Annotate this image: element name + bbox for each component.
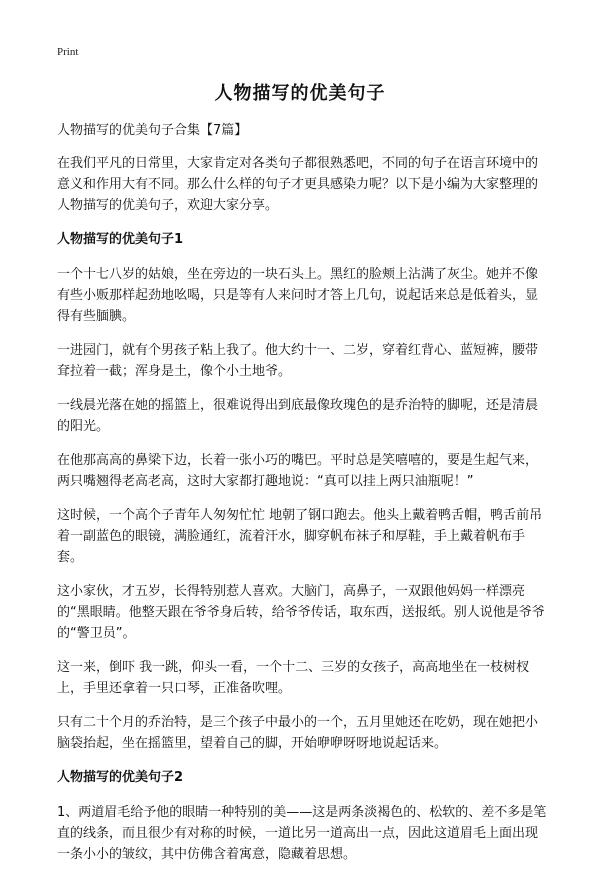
paragraph: 一个十七八岁的姑娘，坐在旁边的一块石头上。黑红的脸颊上沾满了灰尘。她并不像有些小贩那样起劲地吆喝，只是等有人来问时才答上几句，说起话来总是低着头，显得有些腼腆。	[57, 267, 539, 324]
paragraph: 这一来，倒吓 我一跳，仰头一看，一个十二、三岁的女孩子，高高地坐在一枝树杈上，手里还拿着一只口琴，正准备吹哩。	[57, 660, 530, 696]
print-link[interactable]: Print	[57, 46, 79, 58]
intro-paragraph: 在我们平凡的日常里，大家肯定对各类句子都很熟悉吧，不同的句子在语言环境中的意义和作用大有不同。那么什么样的句子才更具感染力呢？以下是小编为大家整理的人物描写的优美句子，欢迎大家分享。	[57, 156, 539, 213]
section-heading: 人物描写的优美句子1	[57, 232, 184, 247]
article-body	[57, 120, 550, 878]
paragraph: 这时候，一个高个子青年人匆匆忙忙 地朝了钢口跑去。他头上戴着鸭舌帽，鸭舌前吊着一副蓝色的眼镜，满脸通红，流着汗水，脚穿帆布袜子和厚鞋，手上戴着帆布手套。	[57, 508, 543, 565]
paragraph: 这小家伙，才五岁，长得特别惹人喜欢。大脑门，高鼻子，一双跟他妈妈一样漂亮的“黑眼睛。他整天跟在爷爷身后转，给爷爷传话，取东西，送报纸。别人说他是爷爷的“警卫员”。	[57, 584, 545, 641]
paragraph: 1、两道眉毛给予他的眼睛一种特别的美——这是两条淡褐色的、松软的、差不多是笔直的线条，而且很少有对称的时候，一道比另一道高出一点，因此这道眉毛上面出现一条小小的皱纹，其中仿佛含着寓意，隐藏着思想。	[57, 805, 547, 862]
paragraph: 在他那高高的鼻梁下边，长着一张小巧的嘴巴。平时总是笑嘻嘻的，要是生起气来，两只嘴翘得老高老高，这时大家都打趣地说：“真可以挂上两只油瓶呢！”	[57, 453, 539, 489]
article-subtitle: 人物描写的优美句子合集【7篇】	[57, 123, 248, 138]
paragraph: 一进园门，就有个男孩子粘上我了。他大约十一、二岁，穿着红背心、蓝短裤，腰带耷拉着一截；浑身是土，像个小土地爷。	[57, 343, 539, 379]
paragraph: 只有二十个月的乔治特，是三个孩子中最小的一个，五月里她还在吃奶，现在她把小脑袋抬起，坐在摇篮里，望着自己的脚，开始咿咿呀呀地说起话来。	[57, 715, 539, 751]
section-heading: 人物描写的优美句子2	[57, 770, 184, 785]
paragraph: 一线晨光落在她的摇篮上，很难说得出到底最像玫瑰色的是乔治特的脚呢，还是清晨的阳光。	[57, 398, 539, 434]
page-title: 人物描写的优美句子	[214, 83, 386, 104]
